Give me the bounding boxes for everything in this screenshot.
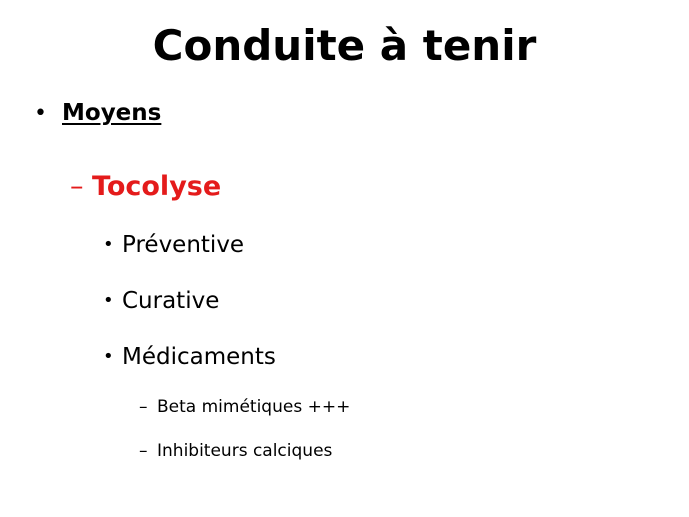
bullet-moyens <box>34 97 161 130</box>
bullet-dot-icon: • <box>34 101 47 126</box>
bullet-label: Tocolyse <box>92 171 222 202</box>
bullet-dot-icon: • <box>103 346 114 367</box>
bullet-label: Beta mimétiques +++ <box>157 397 351 417</box>
bullet-dot-icon: • <box>103 290 114 311</box>
bullet-curative <box>103 285 219 317</box>
bullet-tocolyse <box>70 169 221 205</box>
dash-icon: – <box>139 397 148 417</box>
bullet-medicaments <box>103 341 276 373</box>
dash-icon: – <box>139 441 148 461</box>
bullet-label: Moyens <box>62 100 162 126</box>
bullet-preventive <box>103 229 244 261</box>
bullet-label: Curative <box>122 288 220 314</box>
bullet-label: Inhibiteurs calciques <box>157 441 333 461</box>
bullet-inhibiteurs-calciques <box>139 439 332 463</box>
bullet-beta-mimetiques <box>139 395 350 419</box>
bullet-dot-icon: • <box>103 234 114 255</box>
slide-title: Conduite à tenir <box>152 21 537 70</box>
dash-icon: – <box>70 171 84 202</box>
bullet-label: Médicaments <box>122 344 276 370</box>
bullet-label: Préventive <box>122 232 245 258</box>
